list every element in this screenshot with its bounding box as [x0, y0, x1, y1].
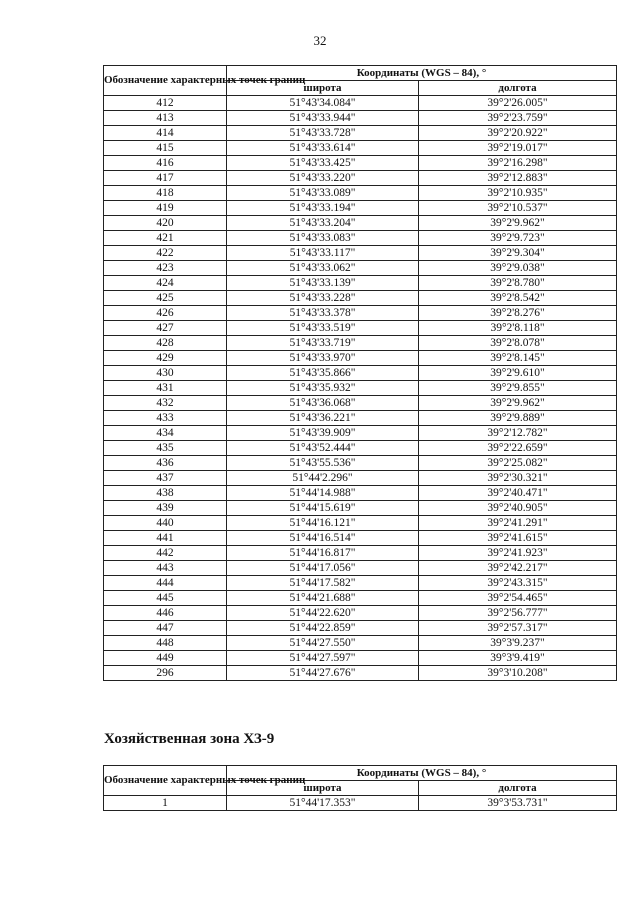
point-number-cell: 437: [104, 471, 227, 486]
coordinates-table-body: [104, 96, 617, 681]
longitude-cell: 39°2'9.723": [419, 231, 617, 246]
latitude-cell: 51°44'17.353": [227, 796, 419, 811]
point-number-cell: 446: [104, 606, 227, 621]
point-number-cell: 421: [104, 231, 227, 246]
longitude-cell: 39°2'9.855": [419, 381, 617, 396]
latitude-cell: 51°44'22.859": [227, 621, 419, 636]
longitude-cell: 39°2'8.542": [419, 291, 617, 306]
latitude-cell: 51°44'22.620": [227, 606, 419, 621]
longitude-cell: 39°2'8.276": [419, 306, 617, 321]
longitude-cell: 39°2'19.017": [419, 141, 617, 156]
table-row: [104, 306, 617, 321]
longitude-cell: 39°3'10.208": [419, 666, 617, 681]
latitude-cell: 51°43'33.089": [227, 186, 419, 201]
latitude-cell: 51°43'55.536": [227, 456, 419, 471]
point-number-cell: 429: [104, 351, 227, 366]
point-number-cell: 418: [104, 186, 227, 201]
header-lat-label: широта: [227, 81, 419, 96]
point-number-cell: 1: [104, 796, 227, 811]
longitude-cell: 39°2'10.537": [419, 201, 617, 216]
point-number-cell: 448: [104, 636, 227, 651]
latitude-cell: 51°43'33.614": [227, 141, 419, 156]
longitude-cell: 39°2'25.082": [419, 456, 617, 471]
header-lon-label: долгота: [419, 781, 617, 796]
point-number-cell: 425: [104, 291, 227, 306]
table-row: [104, 336, 617, 351]
point-number-cell: 431: [104, 381, 227, 396]
table-row: [104, 636, 617, 651]
table-row: [104, 576, 617, 591]
longitude-cell: 39°2'8.780": [419, 276, 617, 291]
latitude-cell: 51°43'33.220": [227, 171, 419, 186]
latitude-cell: 51°43'35.932": [227, 381, 419, 396]
longitude-cell: 39°2'41.615": [419, 531, 617, 546]
latitude-cell: 51°43'39.909": [227, 426, 419, 441]
longitude-cell: 39°2'9.038": [419, 261, 617, 276]
point-number-cell: 428: [104, 336, 227, 351]
header-lat-label: широта: [227, 781, 419, 796]
table-row: [104, 276, 617, 291]
latitude-cell: 51°44'27.676": [227, 666, 419, 681]
point-number-cell: 440: [104, 516, 227, 531]
latitude-cell: 51°43'33.970": [227, 351, 419, 366]
point-number-cell: 427: [104, 321, 227, 336]
longitude-cell: 39°2'41.923": [419, 546, 617, 561]
table-row: [104, 321, 617, 336]
coordinates-table-xz9: [103, 765, 617, 811]
point-number-cell: 441: [104, 531, 227, 546]
table-row: [104, 351, 617, 366]
latitude-cell: 51°44'15.619": [227, 501, 419, 516]
point-number-cell: 413: [104, 111, 227, 126]
longitude-cell: 39°2'41.291": [419, 516, 617, 531]
table-row: [104, 381, 617, 396]
table-row: [104, 426, 617, 441]
table-row: [104, 126, 617, 141]
point-number-cell: 439: [104, 501, 227, 516]
table-row: [104, 486, 617, 501]
point-number-cell: 436: [104, 456, 227, 471]
latitude-cell: 51°43'33.228": [227, 291, 419, 306]
latitude-cell: 51°44'16.817": [227, 546, 419, 561]
table-row: [104, 366, 617, 381]
latitude-cell: 51°43'35.866": [227, 366, 419, 381]
point-number-cell: 412: [104, 96, 227, 111]
table-row: [104, 666, 617, 681]
longitude-cell: 39°2'26.005": [419, 96, 617, 111]
header-point-label: Обозначение характерных точек границ: [104, 66, 227, 96]
longitude-cell: 39°2'57.317": [419, 621, 617, 636]
latitude-cell: 51°44'16.514": [227, 531, 419, 546]
point-number-cell: 296: [104, 666, 227, 681]
point-number-cell: 443: [104, 561, 227, 576]
table-row: [104, 291, 617, 306]
point-number-cell: 423: [104, 261, 227, 276]
longitude-cell: 39°2'23.759": [419, 111, 617, 126]
longitude-cell: 39°2'9.610": [419, 366, 617, 381]
header-point-label: Обозначение характерных точек границ: [104, 766, 227, 796]
table-row: [104, 156, 617, 171]
latitude-cell: 51°44'17.056": [227, 561, 419, 576]
latitude-cell: 51°44'27.597": [227, 651, 419, 666]
point-number-cell: 426: [104, 306, 227, 321]
longitude-cell: 39°2'54.465": [419, 591, 617, 606]
table-row: [104, 591, 617, 606]
point-number-cell: 435: [104, 441, 227, 456]
coordinates-table: [103, 65, 617, 681]
point-number-cell: 419: [104, 201, 227, 216]
longitude-cell: 39°2'20.922": [419, 126, 617, 141]
point-number-cell: 445: [104, 591, 227, 606]
longitude-cell: 39°2'8.118": [419, 321, 617, 336]
table-row: [104, 546, 617, 561]
latitude-cell: 51°43'33.194": [227, 201, 419, 216]
point-number-cell: 422: [104, 246, 227, 261]
point-number-cell: 447: [104, 621, 227, 636]
latitude-cell: 51°43'33.117": [227, 246, 419, 261]
longitude-cell: 39°2'16.298": [419, 156, 617, 171]
table-row: [104, 531, 617, 546]
table-row: [104, 561, 617, 576]
table-row: [104, 186, 617, 201]
point-number-cell: 424: [104, 276, 227, 291]
coordinates-table-xz9-body: [104, 796, 617, 811]
latitude-cell: 51°43'36.221": [227, 411, 419, 426]
latitude-cell: 51°43'33.062": [227, 261, 419, 276]
point-number-cell: 430: [104, 366, 227, 381]
table-row: [104, 621, 617, 636]
longitude-cell: 39°2'10.935": [419, 186, 617, 201]
longitude-cell: 39°3'53.731": [419, 796, 617, 811]
latitude-cell: 51°43'52.444": [227, 441, 419, 456]
table-row: [104, 96, 617, 111]
table-row: [104, 501, 617, 516]
longitude-cell: 39°2'8.078": [419, 336, 617, 351]
section-title: Хозяйственная зона ХЗ-9: [104, 731, 275, 747]
point-number-cell: 416: [104, 156, 227, 171]
table-row: [104, 171, 617, 186]
point-number-cell: 438: [104, 486, 227, 501]
latitude-cell: 51°43'33.728": [227, 126, 419, 141]
latitude-cell: 51°43'33.944": [227, 111, 419, 126]
latitude-cell: 51°44'16.121": [227, 516, 419, 531]
point-number-cell: 420: [104, 216, 227, 231]
longitude-cell: 39°2'12.782": [419, 426, 617, 441]
longitude-cell: 39°2'40.471": [419, 486, 617, 501]
longitude-cell: 39°2'9.962": [419, 396, 617, 411]
point-number-cell: 432: [104, 396, 227, 411]
latitude-cell: 51°43'33.083": [227, 231, 419, 246]
latitude-cell: 51°43'33.425": [227, 156, 419, 171]
longitude-cell: 39°2'56.777": [419, 606, 617, 621]
latitude-cell: 51°44'14.988": [227, 486, 419, 501]
point-number-cell: 444: [104, 576, 227, 591]
latitude-cell: 51°44'27.550": [227, 636, 419, 651]
table-row: [104, 796, 617, 811]
latitude-cell: 51°43'33.204": [227, 216, 419, 231]
table-row: [104, 606, 617, 621]
point-number-cell: 442: [104, 546, 227, 561]
table-row: [104, 261, 617, 276]
longitude-cell: 39°2'12.883": [419, 171, 617, 186]
longitude-cell: 39°2'40.905": [419, 501, 617, 516]
longitude-cell: 39°2'9.304": [419, 246, 617, 261]
point-number-cell: 415: [104, 141, 227, 156]
table-row: [104, 396, 617, 411]
table-row: [104, 516, 617, 531]
point-number-cell: 433: [104, 411, 227, 426]
latitude-cell: 51°43'33.139": [227, 276, 419, 291]
latitude-cell: 51°44'21.688": [227, 591, 419, 606]
longitude-cell: 39°3'9.237": [419, 636, 617, 651]
table-row: [104, 246, 617, 261]
header-coords-label: Координаты (WGS – 84), °: [227, 66, 617, 81]
longitude-cell: 39°2'8.145": [419, 351, 617, 366]
longitude-cell: 39°2'42.217": [419, 561, 617, 576]
longitude-cell: 39°2'9.962": [419, 216, 617, 231]
latitude-cell: 51°43'33.378": [227, 306, 419, 321]
point-number-cell: 417: [104, 171, 227, 186]
table-row: [104, 441, 617, 456]
latitude-cell: 51°44'2.296": [227, 471, 419, 486]
longitude-cell: 39°3'9.419": [419, 651, 617, 666]
longitude-cell: 39°2'9.889": [419, 411, 617, 426]
point-number-cell: 414: [104, 126, 227, 141]
point-number-cell: 449: [104, 651, 227, 666]
latitude-cell: 51°43'33.719": [227, 336, 419, 351]
table-row: [104, 216, 617, 231]
longitude-cell: 39°2'22.659": [419, 441, 617, 456]
table-row: [104, 201, 617, 216]
longitude-cell: 39°2'43.315": [419, 576, 617, 591]
table-row: [104, 456, 617, 471]
table-row: [104, 231, 617, 246]
latitude-cell: 51°44'17.582": [227, 576, 419, 591]
latitude-cell: 51°43'33.519": [227, 321, 419, 336]
latitude-cell: 51°43'34.084": [227, 96, 419, 111]
page-number: 32: [313, 33, 327, 48]
table-row: [104, 111, 617, 126]
table-row: [104, 651, 617, 666]
table-row: [104, 411, 617, 426]
table-row: [104, 141, 617, 156]
longitude-cell: 39°2'30.321": [419, 471, 617, 486]
header-lon-label: долгота: [419, 81, 617, 96]
table-row: [104, 471, 617, 486]
header-coords-label: Координаты (WGS – 84), °: [227, 766, 617, 781]
point-number-cell: 434: [104, 426, 227, 441]
latitude-cell: 51°43'36.068": [227, 396, 419, 411]
